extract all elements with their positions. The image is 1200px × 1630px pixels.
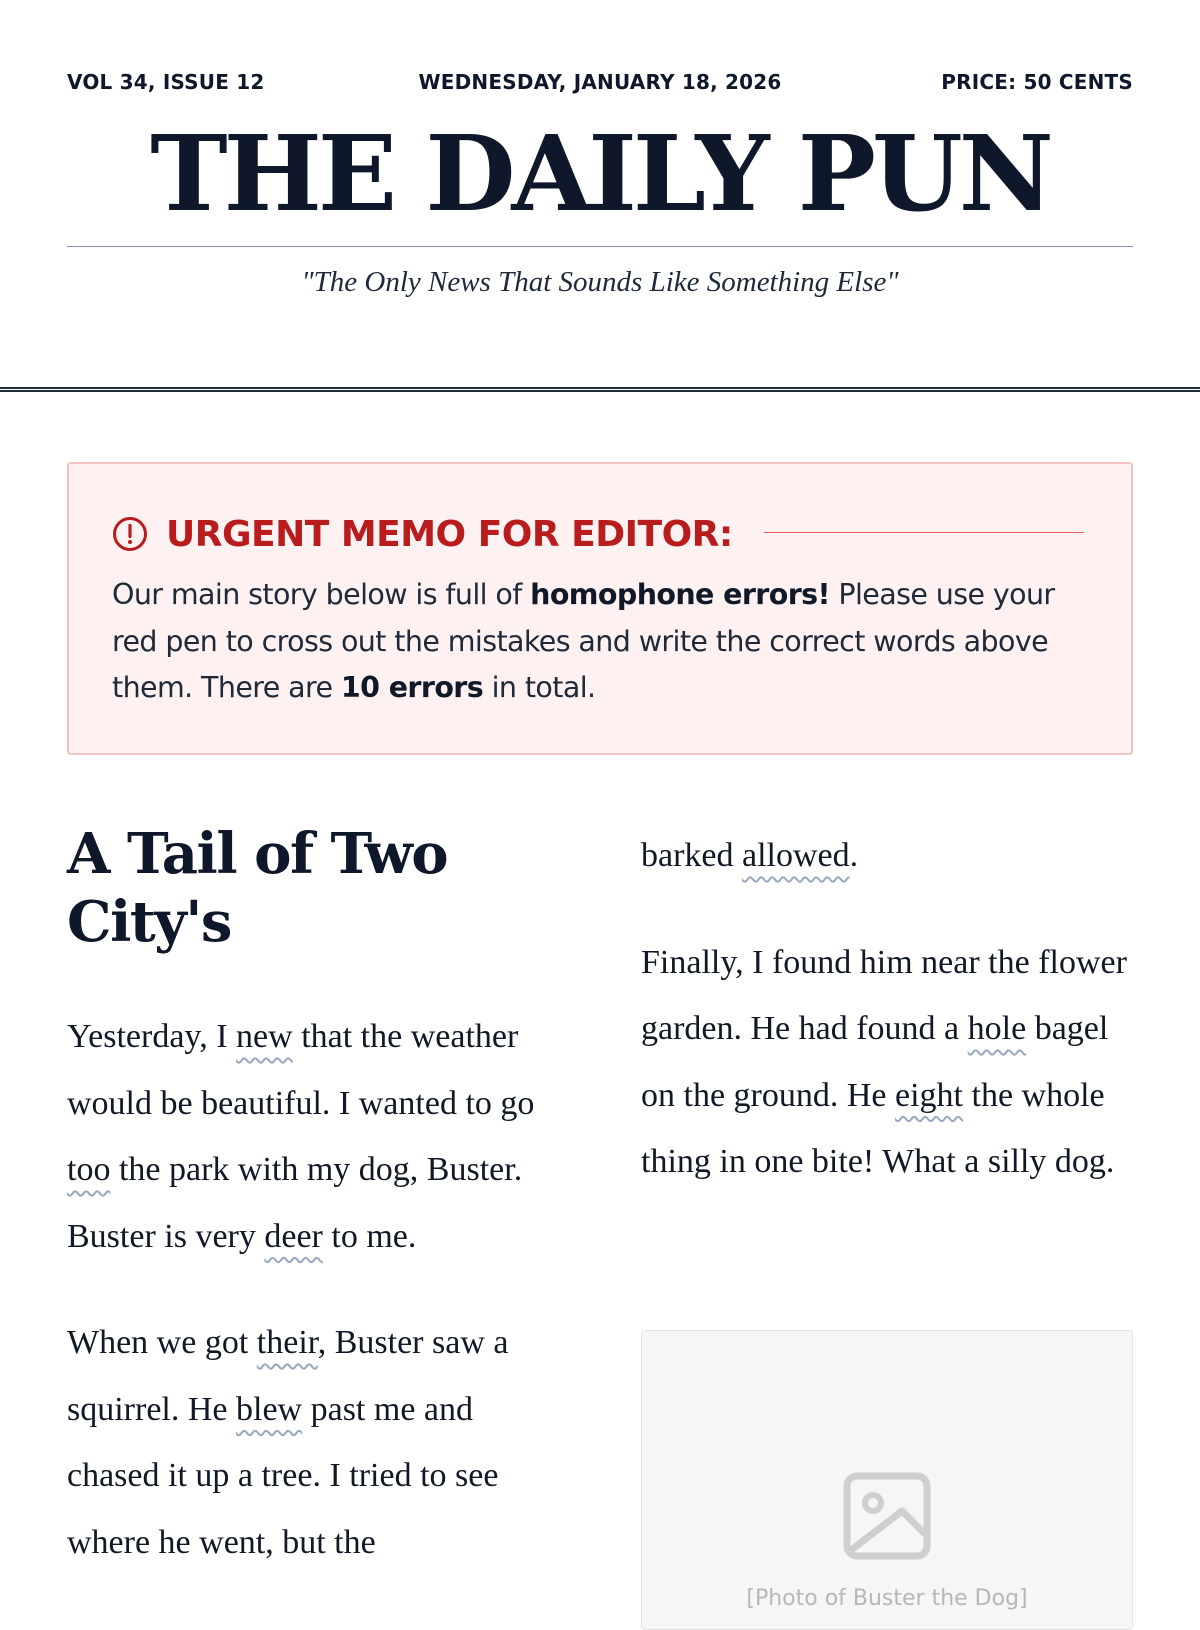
photo-placeholder — [641, 1330, 1133, 1630]
image-placeholder-icon — [842, 1471, 932, 1561]
volume-issue: VOL 34, ISSUE 12 — [67, 70, 265, 94]
article-paragraph: Finally, I found him near the flower garden. He had found a hole bagel on the ground. He eight the whole thing in one bite! What a silly dog. — [641, 943, 1127, 1180]
homophone-error[interactable]: blew — [236, 1390, 303, 1428]
article-paragraph: Yesterday, I new that the weather would be beautiful. I wanted to go too the park with my dog, Buster. Buster is very deer to me. — [67, 1018, 535, 1255]
memo-body — [112, 572, 1092, 712]
memo-title-rule — [764, 532, 1084, 533]
price: PRICE: 50 CENTS — [941, 70, 1133, 94]
memo-text: Our main story below is full of — [112, 578, 531, 611]
memo-title: URGENT MEMO FOR EDITOR: — [166, 513, 733, 555]
newspaper-title: THE DAILY PUN — [150, 112, 1050, 235]
homophone-error[interactable]: eight — [895, 1076, 963, 1114]
masthead-double-rule — [0, 387, 1200, 392]
homophone-error[interactable]: deer — [264, 1217, 323, 1255]
homophone-error[interactable]: their — [256, 1324, 318, 1361]
article-paragraph-continued: barked allowed. — [641, 837, 859, 874]
article-headline: A Tail of Two City's — [67, 821, 448, 955]
alert-circle-icon — [112, 516, 148, 552]
homophone-error[interactable]: new — [236, 1018, 293, 1055]
article-paragraph: When we got their, Buster saw a squirrel. He blew past me and chased it up a tree. I tried to see where he went, but the — [67, 1324, 509, 1561]
photo-caption: [Photo of Buster the Dog] — [746, 1586, 1028, 1611]
tagline: "The Only News That Sounds Like Something Else" — [301, 266, 899, 298]
memo-header — [112, 512, 733, 556]
homophone-error[interactable]: allowed — [742, 837, 850, 874]
memo-emphasis: homophone errors! — [530, 578, 830, 611]
memo-error-count: 10 errors — [340, 671, 484, 704]
masthead-meta-row — [67, 70, 1133, 100]
editor-memo — [67, 462, 1133, 755]
article-column-right — [641, 823, 1133, 1196]
homophone-error[interactable]: hole — [967, 1010, 1027, 1047]
article-column-left — [67, 820, 567, 1576]
memo-text: Please use your red pen to cross out the mistakes and write the correct words above them. There are — [112, 578, 1055, 704]
title-divider — [67, 246, 1133, 247]
memo-text: in total. — [483, 671, 596, 704]
homophone-error[interactable]: too — [67, 1151, 111, 1188]
issue-date: WEDNESDAY, JANUARY 18, 2026 — [418, 70, 782, 94]
